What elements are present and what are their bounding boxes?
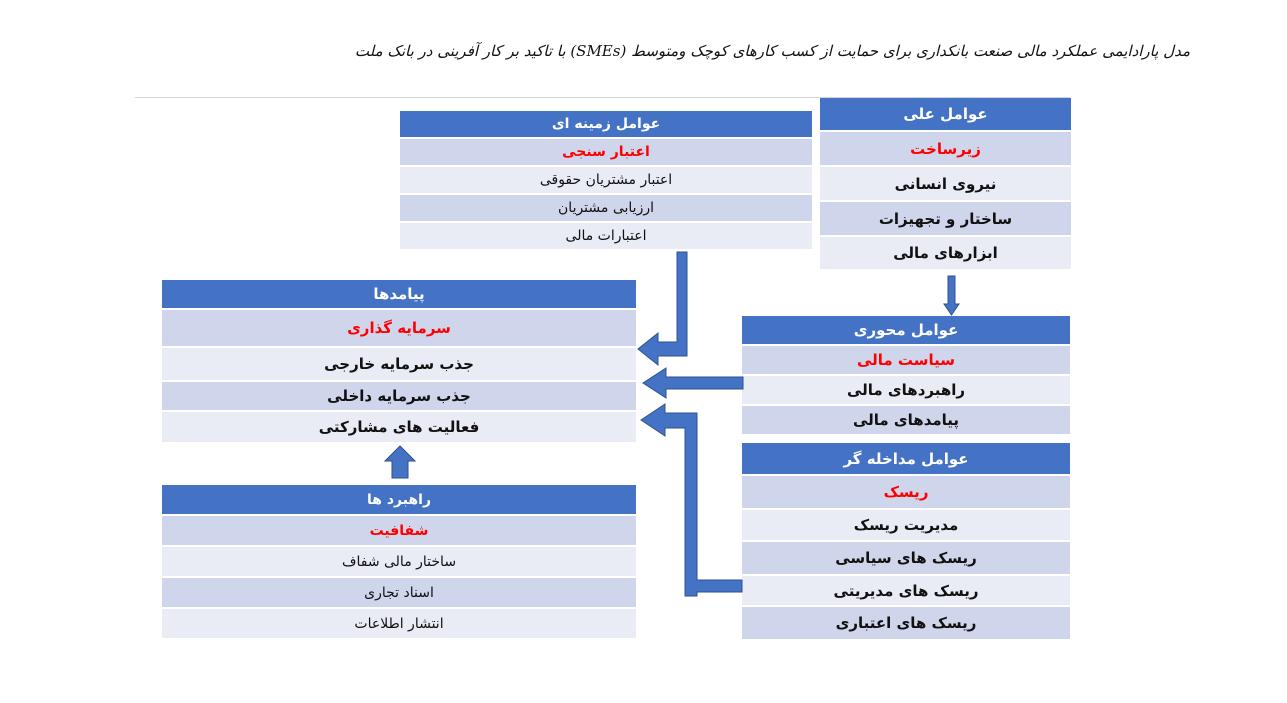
consequences-item: جذب سرمایه خارجی: [162, 348, 636, 382]
causal-factors-item: نیروی انسانی: [820, 167, 1071, 202]
intervening-factors-item: ریسک های مدیریتی: [742, 576, 1070, 607]
causal-factors-title: عوامل علی: [820, 98, 1071, 132]
causal-factors-box: [820, 98, 1071, 271]
intervening-factors-item: مدیریت ریسک: [742, 510, 1070, 542]
intervening-factors-title: عوامل مداخله گر: [742, 443, 1070, 476]
strategies-box: [162, 485, 636, 640]
consequences-box: [162, 280, 636, 444]
core-factors-box: [742, 316, 1070, 436]
arrow-causal-to-core: [944, 276, 959, 315]
contextual-factors-item: ارزیابی مشتریان: [400, 195, 812, 223]
intervening-factors-highlight: ریسک: [742, 476, 1070, 510]
contextual-factors-highlight: اعتبار سنجی: [400, 139, 812, 167]
strategies-item: اسناد تجاری: [162, 578, 636, 609]
diagram-caption: مدل پارادایمی عملکرد مالی صنعت بانکداری برای حمایت از کسب کارهای کوچک ومتوسط (SMEs) با تاکید بر کار آفرینی در بانک ملت: [354, 42, 1190, 60]
intervening-factors-box: [742, 443, 1070, 641]
causal-factors-item: ابزارهای مالی: [820, 237, 1071, 271]
causal-factors-item: ساختار و تجهیزات: [820, 202, 1071, 237]
arrow-core-to-consequences: [643, 368, 743, 398]
core-factors-item: پیامدهای مالی: [742, 406, 1070, 436]
strategies-item: انتشار اطلاعات: [162, 609, 636, 640]
intervening-factors-item: ریسک های سیاسی: [742, 542, 1070, 576]
contextual-factors-item: اعتبار مشتریان حقوقی: [400, 167, 812, 195]
arrow-contextual-to-consequences: [638, 252, 687, 365]
contextual-factors-title: عوامل زمینه ای: [400, 111, 812, 139]
arrow-intervening-to-consequences: [641, 404, 742, 596]
consequences-item: جذب سرمایه داخلی: [162, 382, 636, 412]
consequences-title: پیامدها: [162, 280, 636, 310]
arrow-strategies-to-consequences: [385, 446, 415, 478]
strategies-item: ساختار مالی شفاف: [162, 547, 636, 578]
strategies-highlight: شفافیت: [162, 516, 636, 547]
consequences-item: فعالیت های مشارکتی: [162, 412, 636, 444]
consequences-highlight: سرمایه گذاری: [162, 310, 636, 348]
core-factors-title: عوامل محوری: [742, 316, 1070, 346]
strategies-title: راهبرد ها: [162, 485, 636, 516]
core-factors-highlight: سیاست مالی: [742, 346, 1070, 376]
core-factors-item: راهبردهای مالی: [742, 376, 1070, 406]
causal-factors-highlight: زیرساخت: [820, 132, 1071, 167]
contextual-factors-item: اعتبارات مالی: [400, 223, 812, 251]
intervening-factors-item: ریسک های اعتباری: [742, 607, 1070, 641]
contextual-factors-box: [400, 111, 812, 251]
